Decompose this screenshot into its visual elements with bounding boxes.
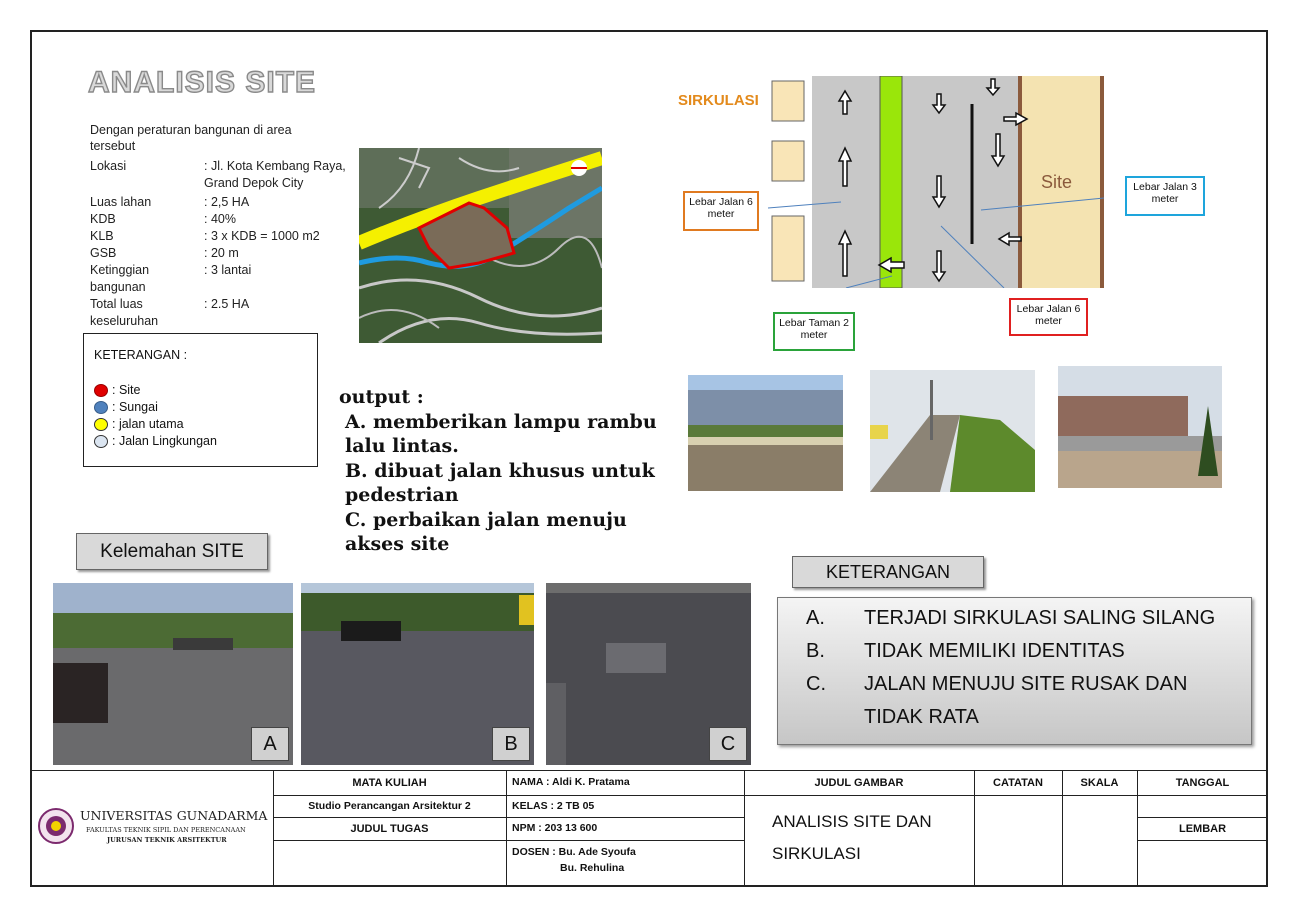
photo-label-c: C xyxy=(709,727,747,761)
lecturer-1: DOSEN : Bu. Ade Syoufa xyxy=(512,846,636,858)
spec-row: Total luas keseluruhan : 2.5 HA xyxy=(90,297,250,328)
catatan-label: CATATAN xyxy=(993,776,1043,789)
legend-item-site: : Site xyxy=(94,382,317,399)
site-specs xyxy=(90,158,354,330)
site-photo-3 xyxy=(1058,366,1222,488)
department-name: JURUSAN TEKNIK ARSITEKTUR xyxy=(107,836,227,844)
note-item: C. JALAN MENUJU SITE RUSAK DAN TIDAK RATA xyxy=(806,673,1188,728)
lembar-label: LEMBAR xyxy=(1178,822,1227,835)
output-text: output : A. memberikan lampu rambu lalu lintas. B. dibuat jalan khusus untuk pedestrian C. perbaikan jalan menuju akses site xyxy=(339,386,657,555)
legend-box xyxy=(83,333,318,467)
site-photo-1 xyxy=(688,375,843,491)
title-block xyxy=(30,770,1268,887)
judul-tugas-label: JUDUL TUGAS xyxy=(350,822,429,835)
red-dot-icon xyxy=(94,384,108,397)
university-logo xyxy=(38,808,74,844)
skala-label: SKALA xyxy=(1080,776,1119,789)
faculty-name: FAKULTAS TEKNIK SIPIL DAN PERENCANAAN xyxy=(86,826,246,834)
tanggal-label: TANGGAL xyxy=(1175,776,1230,789)
note-item: B. TIDAK MEMILIKI IDENTITAS xyxy=(806,640,1125,662)
student-class: KELAS : 2 TB 05 xyxy=(512,800,595,812)
circulation-label: SIRKULASI xyxy=(678,92,759,109)
light-blue-dot-icon xyxy=(94,435,108,448)
notes-box xyxy=(777,597,1252,745)
lecturer-2: Bu. Rehulina xyxy=(560,862,625,874)
weakness-photo-b xyxy=(301,583,534,765)
photo-label-a: A xyxy=(251,727,289,761)
student-npm: NPM : 203 13 600 xyxy=(512,822,598,834)
legend-item-local-road: : Jalan Lingkungan xyxy=(94,433,317,450)
callout-road-bottom: Lebar Jalan 6 meter xyxy=(1009,298,1088,336)
spec-row: Lokasi : Jl. Kota Kembang Raya, Grand Depok City xyxy=(90,159,346,190)
mata-kuliah-label: MATA KULIAH xyxy=(352,776,427,789)
yellow-dot-icon xyxy=(94,418,108,431)
callout-park: Lebar Taman 2 meter xyxy=(773,312,855,351)
notes-label: KETERANGAN xyxy=(792,556,984,588)
legend-item-main-road: : jalan utama xyxy=(94,416,317,433)
callout-road-right: Lebar Jalan 3 meter xyxy=(1125,176,1205,216)
weakness-photo-c xyxy=(546,583,751,765)
aerial-map-image xyxy=(359,148,602,343)
site-photo-2 xyxy=(870,370,1035,492)
university-name: UNIVERSITAS GUNADARMA xyxy=(80,808,268,823)
callout-road-left: Lebar Jalan 6 meter xyxy=(683,191,759,231)
judul-gambar-label: JUDUL GAMBAR xyxy=(814,776,904,789)
spec-row: Ketinggian bangunan : 3 lantai xyxy=(90,263,252,294)
circulation-diagram xyxy=(766,76,1106,288)
site-label: Site xyxy=(1041,172,1073,192)
mata-kuliah-value: Studio Perancangan Arsitektur 2 xyxy=(308,800,471,812)
spec-row: KLB : 3 x KDB = 1000 m2 xyxy=(90,229,320,243)
intro-text: Dengan peraturan bangunan di area tersebut xyxy=(90,123,292,153)
photo-label-b: B xyxy=(492,727,530,761)
spec-row: Luas lahan : 2,5 HA xyxy=(90,195,250,209)
student-name: NAMA : Aldi K. Pratama xyxy=(512,776,630,788)
legend-title: KETERANGAN : xyxy=(94,348,188,362)
spec-row: KDB : 40% xyxy=(90,212,236,226)
drawing-title-line2: SIRKULASI xyxy=(772,844,861,863)
spec-row: GSB : 20 m xyxy=(90,246,239,260)
note-item: A. TERJADI SIRKULASI SALING SILANG xyxy=(806,607,1216,629)
weakness-label: Kelemahan SITE xyxy=(76,533,268,570)
blue-dot-icon xyxy=(94,401,108,414)
legend-item-river: : Sungai xyxy=(94,399,317,416)
drawing-title-line1: ANALISIS SITE DAN xyxy=(772,812,932,831)
page-title: ANALISIS SITE xyxy=(88,66,317,99)
weakness-photo-a xyxy=(53,583,293,765)
